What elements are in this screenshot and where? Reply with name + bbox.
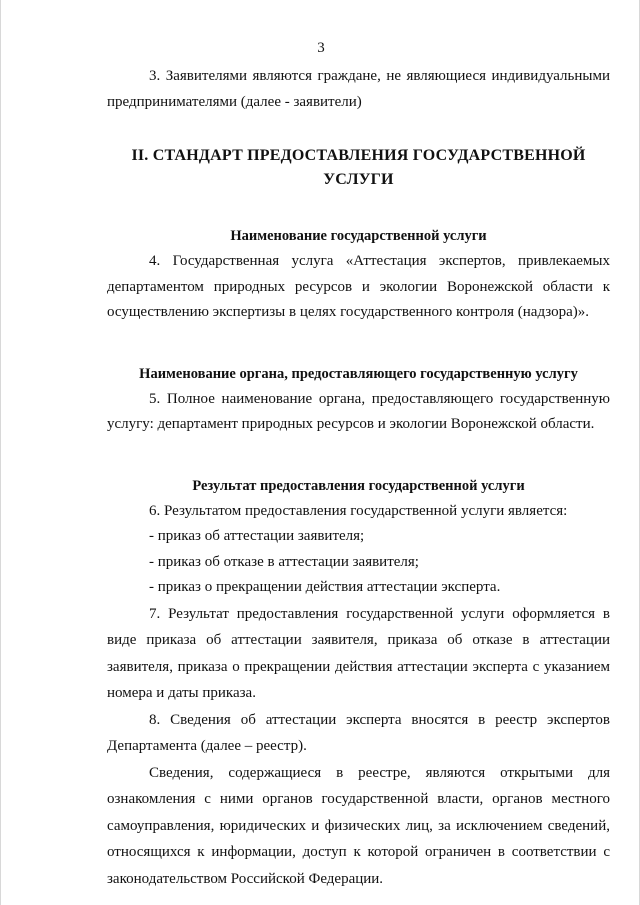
heading-service-result: Результат предоставления государственной услуги	[192, 477, 525, 494]
list-item-attestation-order: - приказ об аттестации заявителя;	[149, 528, 365, 544]
paragraph-5: 5. Полное наименование органа, предоставляющего государственную услугу: департамент природных ресурсов и экологии Воронежской области.	[107, 390, 610, 432]
document-body	[107, 64, 610, 892]
heading-organ-name: Наименование органа, предоставляющего государственную услугу	[139, 365, 578, 382]
paragraph-9: Сведения, содержащиеся в реестре, являются открытыми для ознакомления с ними органов государственной власти, органов местного самоуправления, юридических и физических лиц, за исключением сведений, относящихся к информации, доступ к которой ограничен в соответствии с законодательством Российской Федерации.	[107, 764, 610, 887]
paragraph-4: 4. Государственная услуга «Аттестация экспертов, привлекаемых департаментом природных ресурсов и экологии Воронежской области к осуществлению экспертизы в целях государственного контроля (надзора)».	[107, 253, 610, 320]
page-number: 3	[317, 40, 325, 56]
paragraph-group	[107, 601, 610, 893]
paragraph-3: 3. Заявителями являются граждане, не являющиеся индивидуальными предпринимателями (далее - заявители)	[107, 68, 610, 110]
section-title: II. СТАНДАРТ ПРЕДОСТАВЛЕНИЯ ГОСУДАРСТВЕННОЙ УСЛУГИ	[131, 147, 586, 188]
paragraph-8: 8. Сведения об аттестации эксперта вносятся в реестр экспертов Департамента (далее – реестр).	[107, 711, 610, 754]
paragraph-7: 7. Результат предоставления государственной услуги оформляется в виде приказа об аттестации заявителя, приказа об отказе в аттестации заявителя, приказа о прекращении действия аттестации эксперта с указанием номера и даты приказа.	[107, 605, 610, 701]
heading-service-name: Наименование государственной услуги	[230, 228, 487, 244]
paragraph-6: 6. Результатом предоставления государственной услуги является:	[149, 502, 568, 519]
list-item-refusal-order: - приказ об отказе в аттестации заявителя;	[149, 553, 419, 570]
list-item-termination-order: - приказ о прекращении действия аттестации эксперта.	[149, 579, 501, 595]
